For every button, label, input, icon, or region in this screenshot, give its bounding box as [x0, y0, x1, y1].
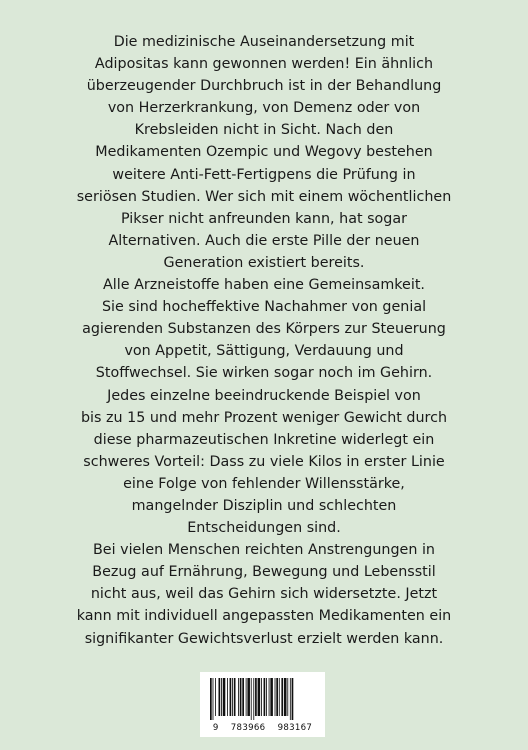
barcode-bar	[213, 678, 214, 720]
barcode-bar	[258, 678, 261, 716]
barcode-bar	[219, 678, 221, 716]
text-line: von Herzerkrankung, von Demenz oder von	[107, 100, 421, 117]
back-cover-text	[70, 31, 458, 650]
barcode-bar	[266, 678, 267, 716]
barcode-bar	[253, 678, 254, 720]
barcode-bar	[276, 678, 278, 716]
text-line: signifikanter Gewichtsverlust erzielt werden kann.	[84, 630, 444, 647]
barcode-bar	[223, 678, 226, 716]
barcode-bar	[255, 678, 257, 716]
barcode-bar	[281, 678, 283, 716]
text-line: von Appetit, Sättigung, Verdauung und	[124, 343, 404, 360]
text-line: Pikser nicht anfreunden kann, hat sogar	[120, 210, 408, 227]
barcode-bar	[290, 678, 291, 720]
barcode-bar	[284, 678, 287, 716]
paragraph-1	[70, 31, 458, 274]
barcode-bar	[287, 678, 288, 716]
barcode-digits-left: 783966	[230, 723, 266, 733]
text-line: diese pharmazeutischen Inkretine widerlegt ein	[93, 431, 435, 448]
text-line: agierenden Substanzen des Körpers zur Steuerung	[82, 321, 446, 338]
text-line: mangelnder Disziplin und schlechten	[131, 497, 397, 514]
isbn-barcode	[200, 672, 325, 737]
text-line: seriösen Studien. Wer sich mit einem wöchentlichen	[76, 188, 452, 205]
text-line: Generation existiert bereits.	[163, 254, 365, 271]
text-line: bis zu 15 und mehr Prozent weniger Gewicht durch	[80, 409, 448, 426]
text-line: schweres Vorteil: Dass zu viele Kilos in erster Linie	[83, 453, 445, 470]
text-line: Stoffwechsel. Sie wirken sogar noch im Gehirn.	[95, 365, 433, 382]
barcode-bar	[292, 678, 294, 720]
text-line: Alle Arzneistoffe haben eine Gemeinsamkeit.	[103, 277, 425, 294]
paragraph-2	[70, 274, 458, 384]
barcode-bar	[234, 678, 236, 716]
text-line: Krebsleiden nicht in Sicht. Nach den	[134, 122, 394, 139]
text-line: Bei vielen Menschen reichten Anstrengungen in	[93, 542, 435, 559]
barcode-bar	[221, 678, 222, 716]
text-line: Sie sind hocheffektive Nachahmer von genial	[101, 299, 427, 316]
barcode-bar	[230, 678, 232, 716]
barcode-bar	[232, 678, 233, 716]
barcode-bar	[242, 678, 244, 716]
barcode-bar	[210, 678, 212, 720]
barcode-bars	[209, 678, 316, 720]
text-line: Jedes einzelne beeindruckende Beispiel von	[107, 387, 421, 404]
text-line: eine Folge von fehlender Willensstärke,	[123, 475, 405, 492]
barcode-bar	[251, 678, 252, 720]
text-line: weitere Anti-Fett-Fertigpens die Prüfung in	[112, 166, 416, 183]
text-line: nicht aus, weil das Gehirn sich widersetzte. Jetzt	[90, 586, 438, 603]
text-line: Medikamenten Ozempic und Wegovy bestehen	[95, 144, 433, 161]
text-line: kann mit individuell angepassten Medikamenten ein	[76, 608, 452, 625]
barcode-bar	[240, 678, 242, 716]
barcode-bar	[238, 678, 239, 716]
barcode-bar	[270, 678, 273, 716]
text-line: Die medizinische Auseinandersetzung mit	[113, 34, 415, 50]
barcode-bar	[247, 678, 250, 716]
barcode-bar	[215, 678, 216, 716]
text-line: Bezug auf Ernährung, Bewegung und Lebensstil	[92, 564, 436, 581]
paragraph-4	[70, 539, 458, 649]
barcode-digit-lead: 9	[212, 723, 219, 733]
barcode-bar	[261, 678, 262, 716]
text-line: Entscheidungen sind.	[187, 520, 341, 537]
text-line: überzeugender Durchbruch ist in der Behandlung	[86, 78, 442, 95]
barcode-digits-right: 983167	[277, 723, 313, 733]
paragraph-3	[70, 385, 458, 540]
barcode-number	[200, 723, 325, 733]
barcode-bar	[275, 678, 276, 716]
barcode-bar	[264, 678, 266, 716]
text-line: Alternativen. Auch die erste Pille der neuen	[108, 232, 420, 249]
barcode-bar	[246, 678, 247, 716]
barcode-bar	[227, 678, 228, 716]
barcode-bar	[279, 678, 280, 716]
text-line: Adipositas kann gewonnen werden! Ein ähnlich	[94, 56, 434, 73]
barcode-bar	[269, 678, 270, 716]
